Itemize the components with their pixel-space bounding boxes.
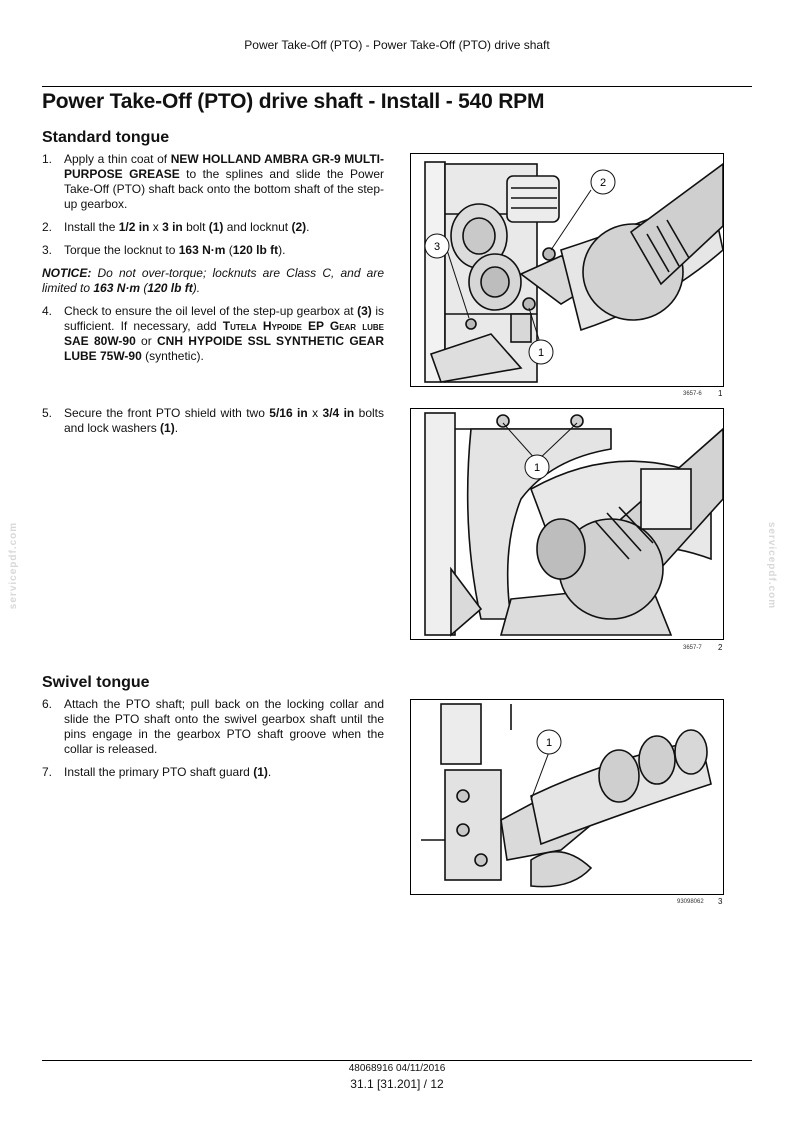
watermark-right: servicepdf.com: [766, 521, 778, 610]
step-text: bolt: [182, 220, 209, 234]
callout-label: 2: [599, 177, 607, 189]
step-text: x: [307, 406, 323, 420]
standard-steps: [42, 152, 384, 372]
spec-value: 120 lb ft: [147, 281, 193, 295]
section-title-swivel-tongue: Swivel tongue: [42, 674, 150, 691]
step-text: and locknut: [223, 220, 292, 234]
step-number: 4.: [42, 304, 53, 318]
figure-2-front-pto-shield: [410, 408, 724, 640]
watermark-left: servicepdf.com: [8, 521, 20, 610]
spec-value: 163 N·m: [93, 281, 141, 295]
notice-label: NOTICE:: [42, 266, 92, 280]
product-name: CNH HYPOIDE SSL SYNTHETIC GEAR LUBE 75W-90: [64, 334, 384, 363]
callout-label: 1: [545, 737, 553, 749]
spec-value: 3 in: [162, 220, 183, 234]
footer-rule: [42, 1060, 752, 1061]
callout-label: 1: [537, 347, 545, 359]
figure-3-reference: 93098062: [677, 899, 704, 905]
figure-3-illustration: [411, 700, 723, 894]
notice-text: Do not over-torque; locknuts are Class C, and are limited to: [42, 266, 384, 295]
footer-doc-id: 48068916 04/11/2016: [348, 1063, 446, 1074]
step-text: Secure the front PTO shield with two: [64, 406, 270, 420]
running-header: Power Take-Off (PTO) - Power Take-Off (PTO) drive shaft: [244, 38, 550, 52]
step-number: 6.: [42, 697, 53, 711]
step-1: [42, 152, 384, 212]
figure-3-number: 3: [718, 897, 723, 906]
step-number: 3.: [42, 243, 53, 257]
step-text: to the splines and slide the Power Take-Off (PTO) shaft back onto the bottom shaft of the step-up gearbox.: [64, 167, 384, 211]
figure-1-step-up-gearbox: [410, 153, 724, 387]
spec-value: 163 N·m: [178, 243, 226, 257]
figure-2-illustration: [411, 409, 723, 639]
figure-1-callout-1: [529, 340, 553, 364]
step-text: ).: [278, 243, 286, 257]
figure-3-primary-pto-shaft-guard: [410, 699, 724, 895]
shield-steps: [42, 406, 384, 444]
step-3: [42, 243, 384, 258]
step-text: Attach the PTO shaft; pull back on the locking collar and slide the PTO shaft onto the swivel gearbox shaft until the pins engage in the gearbox PTO shaft groove when the collar is released.: [64, 697, 384, 756]
step-6: [42, 697, 384, 757]
callout-ref: (1): [160, 421, 175, 435]
notice-text: (: [140, 281, 148, 295]
spec-value: 3/4 in: [322, 406, 355, 420]
page-title: Power Take-Off (PTO) drive shaft - Install - 540 RPM: [42, 90, 545, 113]
figure-2-reference: 3657-7: [683, 645, 702, 651]
product-name: Tutela Hypoide EP Gear lube: [222, 319, 384, 333]
figure-1-number: 1: [718, 389, 723, 398]
notice-text: ).: [192, 281, 201, 295]
step-text: Torque the locknut to: [64, 243, 179, 257]
callout-ref: (1): [253, 765, 268, 779]
step-text: .: [174, 421, 179, 435]
section-title-standard-tongue: Standard tongue: [42, 129, 170, 146]
figure-1-illustration: [411, 154, 723, 386]
product-name: SAE 80W-90: [64, 334, 136, 348]
callout-ref: (3): [357, 304, 372, 318]
step-number: 7.: [42, 765, 53, 779]
figure-1-callout-2: [591, 170, 615, 194]
step-4: [42, 304, 384, 364]
step-text: Install the primary PTO shaft guard: [64, 765, 254, 779]
step-7: [42, 765, 384, 780]
step-text: Check to ensure the oil level of the step-up gearbox at: [64, 304, 358, 318]
header-rule: [42, 86, 752, 87]
figure-1-callout-3: [425, 234, 449, 258]
step-text: Install the: [64, 220, 119, 234]
step-2: [42, 220, 384, 235]
figure-2-number: 2: [718, 643, 723, 652]
step-number: 2.: [42, 220, 53, 234]
step-text: x: [149, 220, 163, 234]
figure-3-callout-1: [537, 730, 561, 754]
step-text: .: [267, 765, 272, 779]
callout-ref: (1): [208, 220, 224, 234]
spec-value: 1/2 in: [118, 220, 150, 234]
footer-page-number: 31.1 [31.201] / 12: [350, 1077, 444, 1091]
notice: [42, 266, 384, 296]
callout-ref: (2): [291, 220, 307, 234]
step-5: [42, 406, 384, 436]
spec-value: 5/16 in: [269, 406, 308, 420]
step-text: bolts and lock washers: [64, 406, 385, 435]
step-text: Apply a thin coat of: [64, 152, 171, 166]
figure-2-callout-1: [525, 455, 549, 479]
product-name: NEW HOLLAND AMBRA GR-9 MULTI-PURPOSE GREASE: [64, 152, 384, 181]
spec-value: 120 lb ft: [232, 243, 279, 257]
step-text: is sufficient. If necessary, add: [64, 304, 385, 333]
step-text: (synthetic).: [141, 349, 204, 363]
callout-label: 3: [433, 241, 441, 253]
step-text: .: [306, 220, 310, 234]
callout-label: 1: [533, 462, 541, 474]
step-text: or: [135, 334, 158, 348]
step-number: 5.: [42, 406, 53, 420]
step-number: 1.: [42, 152, 53, 166]
figure-1-reference: 3657-6: [683, 391, 702, 397]
swivel-steps: [42, 697, 384, 788]
step-text: (: [225, 243, 233, 257]
